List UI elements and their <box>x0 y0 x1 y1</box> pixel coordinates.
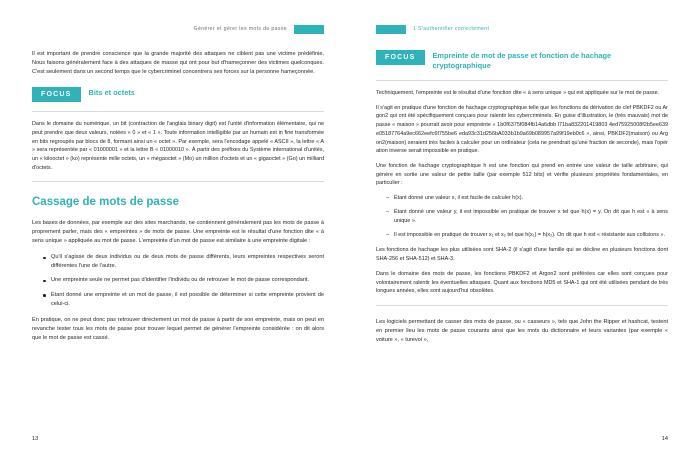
focus-divider-top <box>376 80 668 81</box>
intro-paragraph: Il est important de prendre conscience que la grande majorité des attaques ne ciblent pas une victime prédéfinie. Nous faisons généralement face à des attaques de masse qui ont pour but d'hameçonner des victimes quelconques. C'est seulement dans un second temps que le cybercriminel concentrera ses forces sur la personne hameçonnée. <box>32 51 324 76</box>
running-head-right <box>376 22 668 36</box>
list-item: – Étant donné une valeur x, il est facile de calculer h(x). <box>387 194 668 203</box>
focus-closing-paragraph: Dans le domaine des mots de passe, les fonctions PBKDF2 et Argon2 sont préférées car elles sont conçues pour volontairement ralentir les éventuelles attaques. Quant aux fonctions MD5 et SHA-1 qui ont été utilisées pendant de très longues années, elles sont aujourd'hui obsolètes. <box>376 270 668 295</box>
focus-divider-top <box>32 111 324 112</box>
focus-paragraph: Dans le domaine du numérique, un bit (contraction de l'anglais binary digit) est l'unité d'information élémentaire, qui ne peut prendre que deux valeurs, notées « 0 » et « 1 ». Toute information intelligible par un humain est in fine transformée en bits regroupés par blocs de 8, formant ainsi un « octet ». Par exemple, sera l'encodage appelé « ASCII », la lettre « A » sera représentée par « 01000001 » et la lettre B « 01000010 ». À partir des préfixes du Système international d'unités, un « kilooctet » (ko) représente mille octets, un « mégaoctet » (Mo) un million d'octets et un « gigaoctet » (Go) un milliard d'octets. <box>32 121 324 171</box>
running-head-bar <box>376 25 406 34</box>
right-body-column <box>376 50 668 345</box>
running-head-left <box>32 22 324 36</box>
page-number-left: 13 <box>32 436 39 442</box>
focus-paragraph: Techniquement, l'empreinte est le résultat d'une fonction dite « à sens unique » qui est appliquée sur le mot de passe. <box>376 89 660 96</box>
focus-tag: FOCUS <box>376 50 425 65</box>
list-item: Qu'il s'agisse de deux individus ou de deux mots de passe différents, leurs empreintes respectives seront différentes l'une de l'autre. <box>44 253 324 271</box>
focus-closing-paragraph: Les fonctions de hachage les plus utilisées sont SHA-2 (il s'agit d'une famille qui se décline en plusieurs fonctions dont SHA-256 et SHA-512) et SHA-3. <box>376 247 668 263</box>
running-head-text: 1 S'authentifier correctement <box>413 26 490 32</box>
dash-list <box>376 194 668 239</box>
left-body-column <box>32 50 324 343</box>
list-item: Une empreinte seule ne permet pas d'identifier l'individu ou de retrouver le mot de passe correspondant. <box>44 276 324 285</box>
closing-paragraph: En pratique, on ne peut donc pas retrouver directement un mot de passe à partir de son empreinte, mais on peut en revanche tester tous les mots de passe pour trouver lequel permet de générer l'empreinte considérée : on dit alors que le mot de passe est cassé. <box>32 316 324 341</box>
bullet-list <box>32 253 324 308</box>
section-title-cassage: Cassage de mots de passe <box>32 196 180 209</box>
focus-body <box>32 120 324 172</box>
focus-divider-bottom <box>32 181 324 182</box>
focus-tag: FOCUS <box>32 87 81 102</box>
section-paragraph: Les bases de données, par exemple sur des sites marchands, ne contiennent généralement pas les mots de passe à proprement parler, mais des « empreintes » de mots de passe. Une empreinte est le résultat d'une fonction dite « à sens unique » appliquée au mot de passe. L'empreinte d'un mot de passe est similaire à une empreinte digitale : <box>32 220 324 245</box>
focus-box-empreinte <box>376 50 668 306</box>
list-item: – Étant donné une valeur y, il est impossible en pratique de trouver x tel que h(x) = y. On dit que h est « à sens unique ». <box>387 208 668 226</box>
page-number-right: 14 <box>661 436 668 442</box>
focus-divider-bottom <box>376 305 668 306</box>
focus-title: Empreinte de mot de passe et fonction de hachage cryptographique <box>432 51 612 70</box>
list-item: – Il est impossible en pratique de trouver x₁ et x₂ tel que h(x₁) = h(x₂). On dit que h est « résistante aux collisions ». <box>387 231 668 240</box>
focus-header <box>32 87 324 102</box>
running-head-text: Générer et gérer les mots de passe <box>193 26 287 32</box>
focus-paragraph-hash: Il s'agit en pratique d'une fonction de hachage cryptographique telle que les fonctions de dérivation de clef PBKDF2 ou Argon2 qui ont été spécifiquement conçues pour ralentir les cybercriminels. En guise d'illustration, le (très mauvais) mot de passe « maison » pourrait avoir pour empreinte « 1b0f6375f084fb14a6dbb l71ba832201419803 4ed75925008f2b5ee639e05187764a9ec662eefc6f755be6 eda93c31d256bA033b1b9a69b089957a99f19eb0c6 », ainsi, PBKDF2(maison) ou Argon2(maison) seraient très faciles à calculer pour un ordinateur (cela ne prendrait qu'une fraction de seconde), mais l'opération inverse serait impossible en pratique. <box>376 104 668 155</box>
focus-paragraph: Une fonction de hachage cryptographique h est une fonction qui prend en entrée une valeur de taille arbitraire, qui génère en sortie une valeur de petite taille (par exemple 512 bits) et vérifie plusieurs propriétés fondamentales, en particulier : <box>376 163 668 187</box>
page-right <box>350 0 700 456</box>
running-head-bar <box>294 25 324 34</box>
list-item: Étant donné une empreinte et un mot de passe, il est possible de déterminer si cette empreinte provient de celui-ci. <box>44 291 324 309</box>
focus-header <box>376 50 668 71</box>
focus-title: Bits et octets <box>88 88 135 98</box>
closing-paragraph: Les logiciels permettant de casser des mots de passe, ou « casseurs », tels que John the Ripper et hashcat, testent en premier lieu les mots de passe courants ainsi que les mots du dictionnaire et leurs variantes (par exemple « voiture », « turevoi », <box>376 319 668 344</box>
focus-body <box>376 89 668 296</box>
focus-box-bits-et-octets <box>32 87 324 182</box>
